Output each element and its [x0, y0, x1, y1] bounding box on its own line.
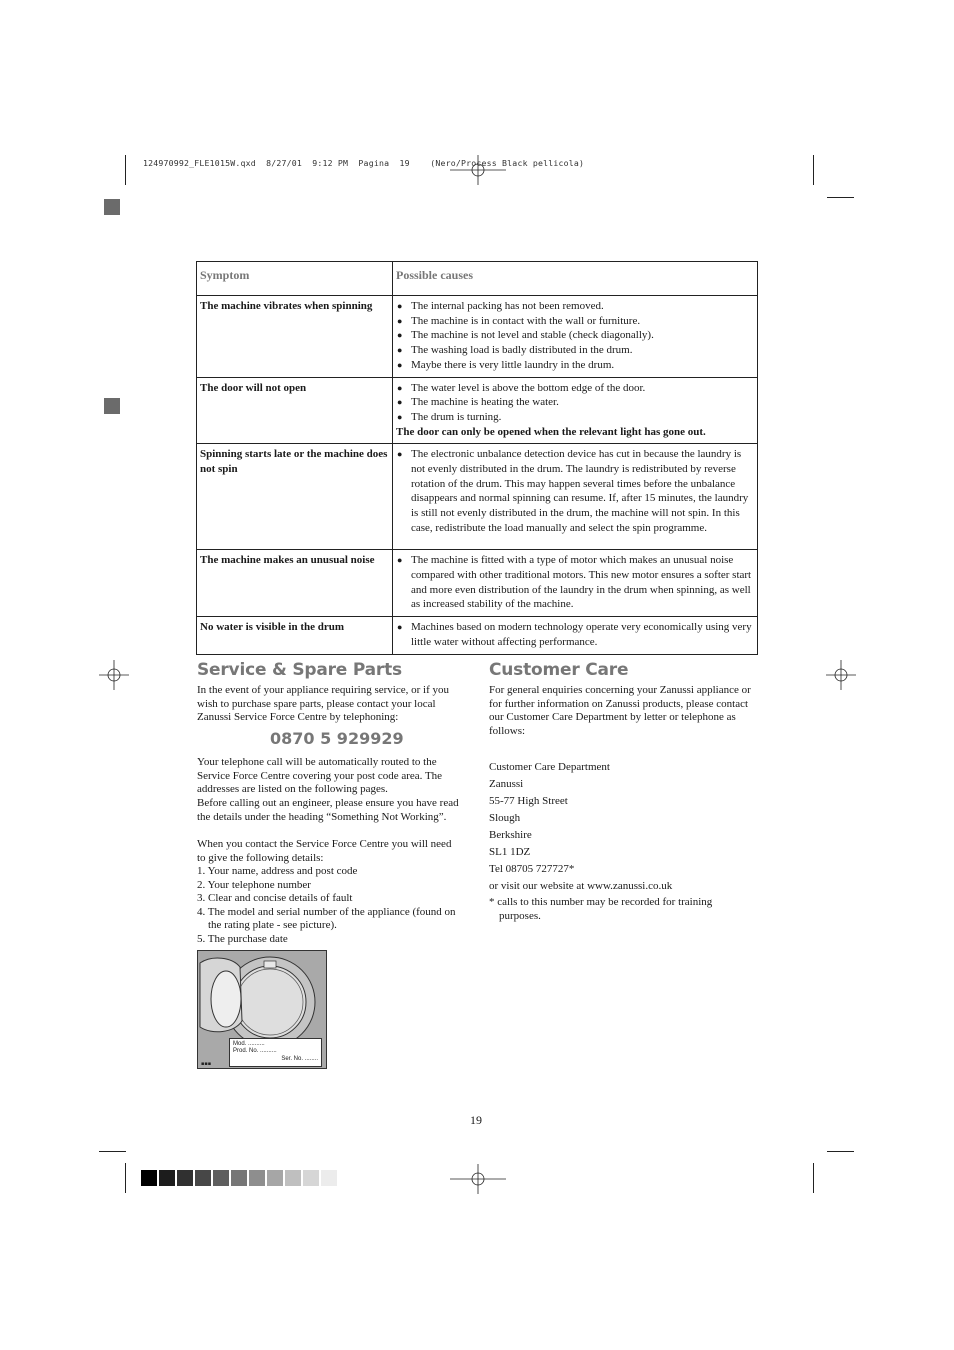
- header-symptom: Symptom: [197, 262, 393, 296]
- crop-mark: [827, 197, 854, 198]
- address-line: Slough: [489, 812, 521, 824]
- list-item: 4. The model and serial number of the appliance (found on the rating plate - see picture).: [197, 905, 456, 931]
- swatch: [141, 1170, 157, 1186]
- address-line: SL1 1DZ: [489, 846, 531, 858]
- prod-label: Prod. No. ..........: [233, 1047, 277, 1054]
- service-routing-text: Your telephone call will be automatically routed to the Service Force Centre covering your post code area. The addresses are listed on the following pages.: [197, 756, 443, 795]
- causes-cell: [393, 296, 758, 378]
- table-row: [197, 550, 758, 617]
- table-row: [197, 444, 758, 550]
- crop-mark: [813, 155, 814, 185]
- crop-mark: [827, 1151, 854, 1152]
- address-line: 55-77 High Street: [489, 795, 568, 807]
- customer-care-address: [489, 759, 761, 895]
- cause-item: ● Machines based on modern technology operate very economically using very little water without affecting performance.: [397, 621, 752, 649]
- registration-mark-top-icon: [450, 155, 506, 185]
- telephone-line: Tel 08705 727727*: [489, 863, 575, 875]
- symptom-cell: Spinning starts late or the machine does not spin: [197, 444, 393, 550]
- cause-item: ● Maybe there is very little laundry in the drum.: [397, 358, 615, 371]
- list-item: 3. Clear and concise details of fault: [197, 892, 353, 904]
- crop-mark: [813, 1163, 814, 1193]
- swatch: [249, 1170, 265, 1186]
- cause-item: ● The machine is in contact with the wall or furniture.: [397, 314, 641, 327]
- service-details-list: [197, 865, 465, 946]
- swatch: [213, 1170, 229, 1186]
- address-line: Customer Care Department: [489, 761, 610, 773]
- crop-mark: [125, 155, 126, 185]
- symptom-cell: The machine vibrates when spinning: [197, 296, 393, 378]
- margin-marker: [104, 398, 120, 414]
- cause-item: ● The machine is not level and stable (check diagonally).: [397, 329, 654, 342]
- troubleshooting-table: [196, 261, 758, 655]
- website-line: or visit our website at www.zanussi.co.uk: [489, 880, 673, 892]
- symptom-cell: The door will not open: [197, 377, 393, 444]
- list-item: 2. Your telephone number: [197, 878, 311, 891]
- crop-mark: [125, 1163, 126, 1193]
- list-item: 5. The purchase date: [197, 932, 288, 945]
- symptom-cell: The machine makes an unusual noise: [197, 550, 393, 617]
- ser-label: Ser. No. ........: [281, 1056, 318, 1062]
- list-item: 1. Your name, address and post code: [197, 865, 358, 877]
- address-line: Berkshire: [489, 829, 532, 841]
- causes-cell: [393, 550, 758, 617]
- service-heading: Service & Spare Parts: [197, 660, 402, 680]
- rating-label: [229, 1038, 322, 1067]
- crop-mark: [99, 1151, 126, 1152]
- causes-cell: [393, 444, 758, 550]
- service-intro: In the event of your appliance requiring service, or if you wish to purchase spare parts, please contact your local Zanussi Service Force Centre by telephoning:: [197, 684, 449, 723]
- customer-care-heading: Customer Care: [489, 660, 629, 680]
- table-row: [197, 617, 758, 655]
- swatch: [267, 1170, 283, 1186]
- customer-care-intro: For general enquiries concerning your Zanussi appliance or for further information on Zanussi products, please contact our Customer Care Department by letter or telephone as follows:: [489, 684, 751, 737]
- svg-text:▪▪▪: ▪▪▪: [201, 1061, 212, 1067]
- service-before-text: Before calling out an engineer, please ensure you have read the details under the heading “Something Not Working”.: [197, 797, 459, 823]
- mod-label: Mod. ..........: [233, 1041, 265, 1047]
- swatch: [303, 1170, 319, 1186]
- service-phone-number: 0870 5 929929: [270, 729, 404, 748]
- print-slug: 124970992_FLE1015W.qxd 8/27/01 9:12 PM Pagina 19 (Nero/Process Black pellicola): [143, 158, 585, 168]
- address-line: Zanussi: [489, 778, 524, 790]
- swatch: [321, 1170, 337, 1186]
- cause-item: ● The water level is above the bottom edge of the door.: [397, 381, 646, 394]
- swatch: [177, 1170, 193, 1186]
- cause-item: ● The internal packing has not been removed.: [397, 300, 604, 312]
- service-when-text: When you contact the Service Force Centre you will need to give the following details:: [197, 838, 452, 864]
- page-number: 19: [470, 1113, 482, 1127]
- swatch: [195, 1170, 211, 1186]
- causes-cell: [393, 377, 758, 444]
- door-note: The door can only be opened when the relevant light has gone out.: [396, 425, 706, 438]
- cause-item: ● The washing load is badly distributed in the drum.: [397, 344, 633, 357]
- table-row: [197, 377, 758, 444]
- customer-care-footnote: * calls to this number may be recorded for training purposes.: [489, 896, 713, 922]
- table-row: [197, 296, 758, 378]
- rating-plate-illustration: [197, 950, 327, 1069]
- table-header-row: [197, 262, 758, 296]
- header-causes: Possible causes: [393, 262, 758, 296]
- cause-item: ● The machine is fitted with a type of motor which makes an unusual noise compared with other traditional motors. This new motor ensures a softer start and more even distribution of the laundry in the drum when spinning, as well as increased stability of the machine.: [397, 554, 752, 611]
- registration-mark-right-icon: [826, 660, 856, 690]
- symptom-cell: No water is visible in the drum: [197, 617, 393, 655]
- swatch: [159, 1170, 175, 1186]
- registration-mark-left-icon: [99, 660, 129, 690]
- swatch: [285, 1170, 301, 1186]
- cause-item: ● The drum is turning.: [397, 410, 502, 423]
- registration-mark-bottom-icon: [450, 1164, 506, 1194]
- cause-item: ● The electronic unbalance detection device has cut in because the laundry is not evenly distributed in the drum. The laundry is redistributed by reverse rotation of the drum. This may happen several times before the unbalance disappears and normal spinning can resume. If, after 15 minutes, the laundry is still not evenly distributed in the drum, the machine will not spin. In this case, redistribute the load manually and select the spin programme.: [397, 448, 749, 534]
- margin-marker: [104, 199, 120, 215]
- cause-item: ● The machine is heating the water.: [397, 396, 559, 409]
- causes-cell: [393, 617, 758, 655]
- swatch: [231, 1170, 247, 1186]
